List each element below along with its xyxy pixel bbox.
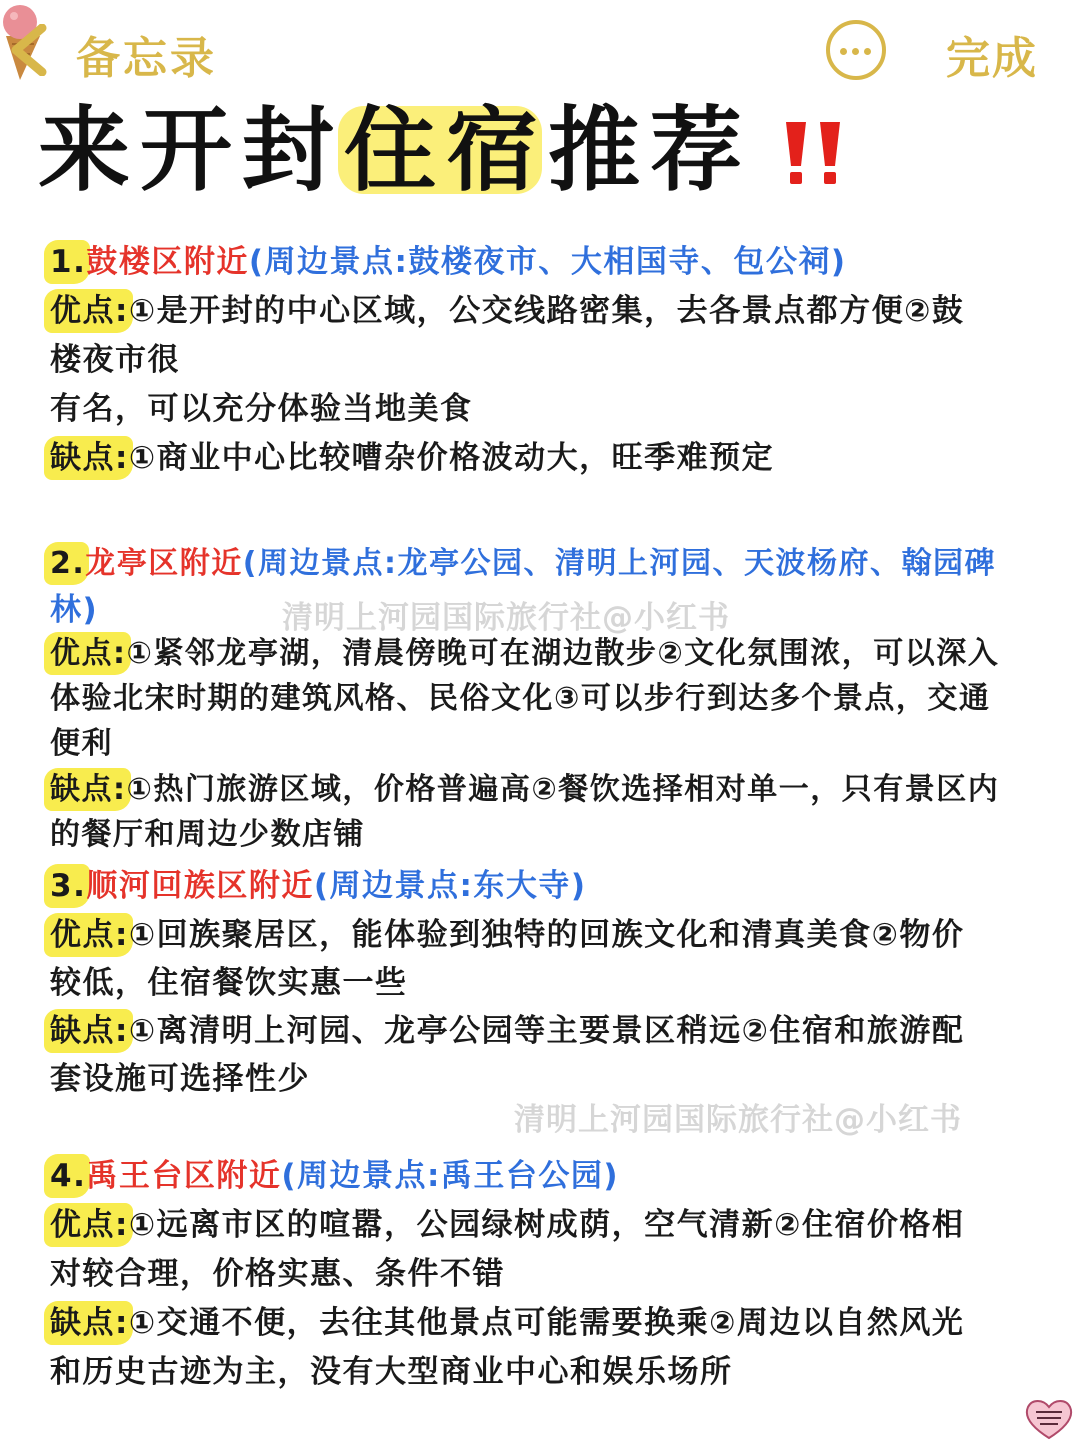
pros-line: 体验北宋时期的建筑风格、民俗文化③可以步行到达多个景点，交通 — [50, 681, 991, 716]
done-button[interactable]: 完成 — [946, 33, 1038, 84]
section-heading — [50, 236, 847, 281]
section-area: 鼓楼区附近 — [86, 244, 249, 280]
section-spots: (周边景点:龙亭公园、清明上河园、天波杨府、翰园碑 — [242, 546, 996, 581]
pros-label: 优点: — [50, 636, 127, 671]
pros-line — [50, 1199, 964, 1244]
pros-line: 便利 — [50, 726, 113, 761]
pros-text: ①紧邻龙亭湖，清晨傍晚可在湖边散步②文化氛围浓，可以深入 — [126, 636, 1000, 671]
back-label[interactable]: 备忘录 — [76, 33, 217, 84]
pros-line — [50, 285, 964, 330]
pros-text: ①回族聚居区，能体验到独特的回族文化和清真美食②物价 — [128, 917, 965, 953]
cons-label: 缺点: — [50, 440, 129, 476]
pros-line — [50, 628, 999, 672]
section-area: 龙亭区附近 — [85, 546, 243, 581]
pros-text: ①远离市区的喧嚣，公园绿树成荫，空气清新②住宿价格相 — [128, 1207, 965, 1243]
pros-line: 对较合理，价格实惠、条件不错 — [50, 1256, 505, 1292]
section-number: 2. — [50, 546, 86, 581]
pros-line: 较低，住宿餐饮实惠一些 — [50, 965, 408, 1001]
section-spots: (周边景点:东大寺) — [313, 868, 587, 904]
pros-label: 优点: — [50, 293, 129, 329]
section-heading — [50, 1150, 619, 1195]
section-heading — [50, 538, 996, 582]
pros-line: 楼夜市很 — [50, 342, 180, 378]
cons-line: 套设施可选择性少 — [50, 1061, 310, 1097]
cons-line: 的餐厅和周边少数店铺 — [50, 817, 365, 852]
watermark: 清明上河园国际旅行社@小红书 — [514, 1102, 962, 1138]
watermark: 清明上河园国际旅行社@小红书 — [282, 600, 730, 636]
pros-text: ①是开封的中心区域，公交线路密集，去各景点都方便②鼓 — [128, 293, 965, 329]
section-spots-cont: 林) — [50, 592, 99, 628]
cons-label: 缺点: — [50, 1013, 129, 1049]
cons-text: ①交通不便，去往其他景点可能需要换乘②周边以自然风光 — [128, 1305, 965, 1341]
section-heading — [50, 860, 587, 905]
title-part-2: 住宿 — [344, 97, 549, 204]
title-part-3: 推荐 — [548, 97, 753, 204]
section-number: 3. — [50, 868, 87, 904]
cons-line — [50, 1005, 964, 1050]
cons-line — [50, 764, 999, 808]
cons-line — [50, 1297, 964, 1342]
pros-label: 优点: — [50, 1207, 129, 1243]
cons-text: ①离清明上河园、龙亭公园等主要景区稍远②住宿和旅游配 — [128, 1013, 965, 1049]
section-spots: (周边景点:鼓楼夜市、大相国寺、包公祠) — [248, 244, 847, 280]
cons-text: ①商业中心比较嘈杂价格波动大，旺季难预定 — [128, 440, 775, 476]
cons-text: ①热门旅游区域，价格普遍高②餐饮选择相对单一，只有景区内 — [126, 772, 1000, 807]
section-area: 顺河回族区附近 — [86, 868, 314, 904]
pros-line — [50, 909, 964, 954]
section-area: 禹王台区附近 — [86, 1158, 282, 1194]
section-spots: (周边景点:禹王台公园) — [281, 1158, 620, 1194]
cons-line: 和历史古迹为主，没有大型商业中心和娱乐场所 — [50, 1354, 733, 1390]
title-part-1: 来开封 — [38, 97, 345, 204]
pros-line: 有名，可以充分体验当地美食 — [50, 391, 473, 427]
cons-label: 缺点: — [50, 1305, 129, 1341]
pros-label: 优点: — [50, 917, 129, 953]
cons-label: 缺点: — [50, 772, 127, 807]
cons-line — [50, 432, 774, 477]
section-number: 4. — [50, 1158, 87, 1194]
section-number: 1. — [50, 244, 87, 280]
